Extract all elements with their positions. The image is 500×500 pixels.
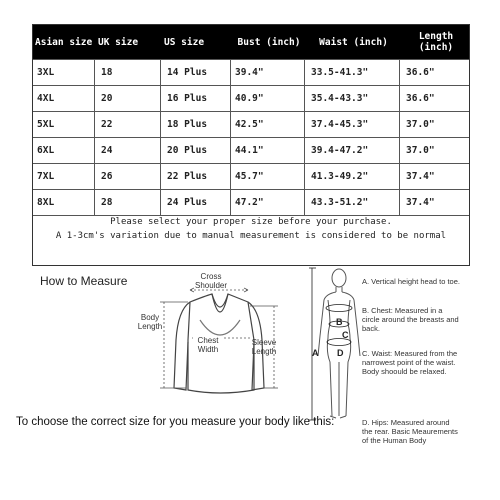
- body-length-label: Body Length: [137, 313, 163, 331]
- header-length: Length (inch): [418, 31, 454, 53]
- cell-bust: 45.7": [230, 164, 304, 189]
- cell-length: 36.6": [399, 60, 469, 85]
- cell-uk: 26: [94, 164, 160, 189]
- cell-uk: 20: [94, 86, 160, 111]
- cell-asian: 6XL: [37, 145, 55, 156]
- cell-waist: 35.4-43.3": [304, 86, 399, 111]
- cell-waist: 41.3-49.2": [304, 164, 399, 189]
- cell-length: 37.0": [399, 112, 469, 137]
- cell-length: 37.4": [399, 164, 469, 189]
- cell-us: 14 Plus: [160, 60, 230, 85]
- cell-us: 24 Plus: [160, 190, 230, 215]
- cell-waist: 37.4-45.3": [304, 112, 399, 137]
- how-to-measure-title: How to Measure: [40, 274, 128, 288]
- cell-bust: 39.4": [230, 60, 304, 85]
- chest-measure-ring: [326, 305, 352, 312]
- cell-asian: 7XL: [37, 171, 55, 182]
- header-us-size: US size: [164, 36, 205, 48]
- header-bust: Bust (inch): [237, 36, 301, 48]
- cell-bust: 44.1": [230, 138, 304, 163]
- cell-waist: 39.4-47.2": [304, 138, 399, 163]
- body-letter-b: B: [336, 317, 343, 327]
- body-letter-a: A: [312, 348, 319, 358]
- table-row: [33, 163, 469, 189]
- table-row: [33, 137, 469, 163]
- cell-waist: 43.3-51.2": [304, 190, 399, 215]
- cell-asian: 5XL: [37, 119, 55, 130]
- legend-c: C. Waist: Measured from the narrowest point of the waist. Body shoould be relaxed.: [362, 349, 458, 376]
- cell-us: 22 Plus: [160, 164, 230, 189]
- note-variation: A 1-3cm's variation due to manual measurement is considered to be normal: [55, 231, 447, 241]
- chest-width-label: Chest Width: [193, 336, 223, 354]
- cell-asian: 8XL: [37, 197, 55, 208]
- header-uk-size: UK size: [98, 36, 139, 48]
- cell-uk: 28: [94, 190, 160, 215]
- cell-us: 18 Plus: [160, 112, 230, 137]
- cell-waist: 33.5-41.3": [304, 60, 399, 85]
- sleeve-length-label: Sleeve Length: [251, 338, 277, 356]
- cell-us: 20 Plus: [160, 138, 230, 163]
- cell-asian: 4XL: [37, 93, 55, 104]
- measure-instruction: To choose the correct size for you measure your body like this:: [16, 416, 335, 428]
- table-notes: [33, 215, 469, 243]
- cell-us: 16 Plus: [160, 86, 230, 111]
- cell-bust: 40.9": [230, 86, 304, 111]
- legend-a: A. Vertical height head to toe.: [362, 277, 460, 286]
- cell-bust: 42.5": [230, 112, 304, 137]
- legend-d: D. Hips: Measured around the rear. Basic Meaurements of the Human Body: [362, 418, 458, 445]
- body-letter-c: C: [342, 330, 349, 340]
- body-letter-d: D: [337, 348, 344, 358]
- body-figure: [306, 266, 372, 426]
- legend-b: B. Chest: Measured in a circle around the breasts and back.: [362, 306, 459, 333]
- table-header: [33, 25, 469, 59]
- note-select-size: Please select your proper size before your purchase.: [110, 217, 392, 227]
- header-asian-size: Asian size: [35, 36, 93, 48]
- header-waist: Waist (inch): [319, 36, 388, 48]
- cell-length: 37.4": [399, 190, 469, 215]
- cross-shoulder-label: Cross Shoulder: [194, 272, 228, 290]
- table-row: [33, 59, 469, 85]
- cell-bust: 47.2": [230, 190, 304, 215]
- table-row: [33, 85, 469, 111]
- size-table: [32, 24, 470, 266]
- cell-asian: 3XL: [37, 67, 55, 78]
- cell-uk: 18: [94, 60, 160, 85]
- table-row: [33, 111, 469, 137]
- cell-length: 36.6": [399, 86, 469, 111]
- cell-uk: 22: [94, 112, 160, 137]
- table-row: [33, 189, 469, 215]
- cell-uk: 24: [94, 138, 160, 163]
- cell-length: 37.0": [399, 138, 469, 163]
